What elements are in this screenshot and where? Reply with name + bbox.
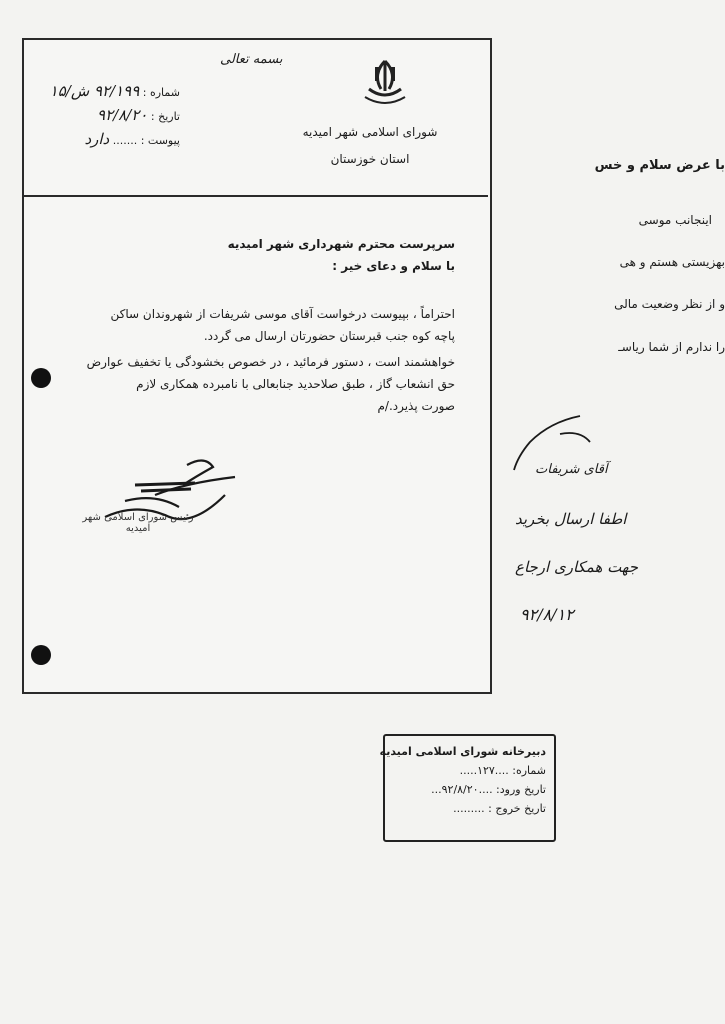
side-letter-line-3: و از نظر وضعیت مالی (614, 297, 725, 311)
bismillah-text: بسمه تعالی (220, 52, 283, 67)
side-letter-line-1: اینجانب موسی (638, 213, 712, 227)
stamp-number: شماره: ....۱۲۷..... (459, 764, 546, 777)
letter-body-line-4: حق انشعاب گاز ، طبق صلاحدید جنابعالی با نامبرده همکاری لازم (136, 377, 455, 391)
letter-recipient: سرپرست محترم شهرداری شهر امیدیه (227, 237, 455, 251)
stamp-date-in: تاریخ ورود: ....۹۲/۸/۲۰... (431, 783, 546, 796)
side-letter-greeting: با عرض سلام و خس (594, 158, 725, 173)
binder-hole-bottom (31, 645, 51, 665)
letter-reference-block (30, 80, 180, 152)
side-note-1: آقای شریفات (535, 462, 608, 477)
letter-body-line-3: خواهشمند است ، دستور فرمائید ، در خصوص بخشودگی یا تخفیف عوارض (86, 355, 455, 369)
side-letter-line-2: بهزیستی هستم و هی (619, 255, 725, 269)
letter-attachment-value: دارد (84, 130, 110, 148)
letter-date-value: ۹۲/۸/۲۰ (97, 106, 148, 124)
side-letter-line-4: را ندارم از شما ریاسـ (618, 340, 725, 354)
registry-stamp (379, 734, 556, 842)
letter-greeting: با سلام و دعای خیر : (332, 259, 455, 273)
letter-date-row (30, 104, 180, 128)
letter-body-line-1: احتراماً ، بپیوست درخواست آقای موسی شریفات از شهروندان ساکن (110, 307, 455, 321)
iran-emblem-icon (355, 55, 415, 110)
signature-title: رئیس شورای اسلامی شهر امیدیه (82, 512, 194, 534)
letter-body-line-5: صورت پذیرد./م (377, 399, 455, 413)
letter-date-label: تاریخ : (150, 110, 180, 123)
letter-attachment-label: پیوست : (140, 134, 180, 147)
stamp-title: دبیرخانه شورای اسلامی امیدیه (379, 745, 546, 758)
side-note-2: اطفا ارسال بخرید (515, 510, 627, 528)
letter-number-row (30, 80, 180, 104)
letter-body-line-2: پاچه کوه جنب قبرستان حضورتان ارسال می گردد. (203, 329, 455, 343)
side-note-date: ۹۲/۸/۱۲ (520, 605, 574, 624)
letter-number-label: شماره : (142, 86, 180, 99)
header-divider (22, 195, 488, 197)
stamp-date-out: تاریخ خروج : ......... (453, 802, 546, 815)
letter-number-value: ۹۲/۱۹۹ ش/۱۵ (49, 82, 140, 100)
organization-province: استان خوزستان (330, 152, 410, 166)
side-note-3: جهت همکاری ارجاع (515, 558, 639, 576)
letter-attachment-row: پیوست : ....... دارد (84, 130, 180, 148)
binder-hole-top (31, 368, 51, 388)
organization-name: شورای اسلامی شهر امیدیه (302, 125, 438, 139)
